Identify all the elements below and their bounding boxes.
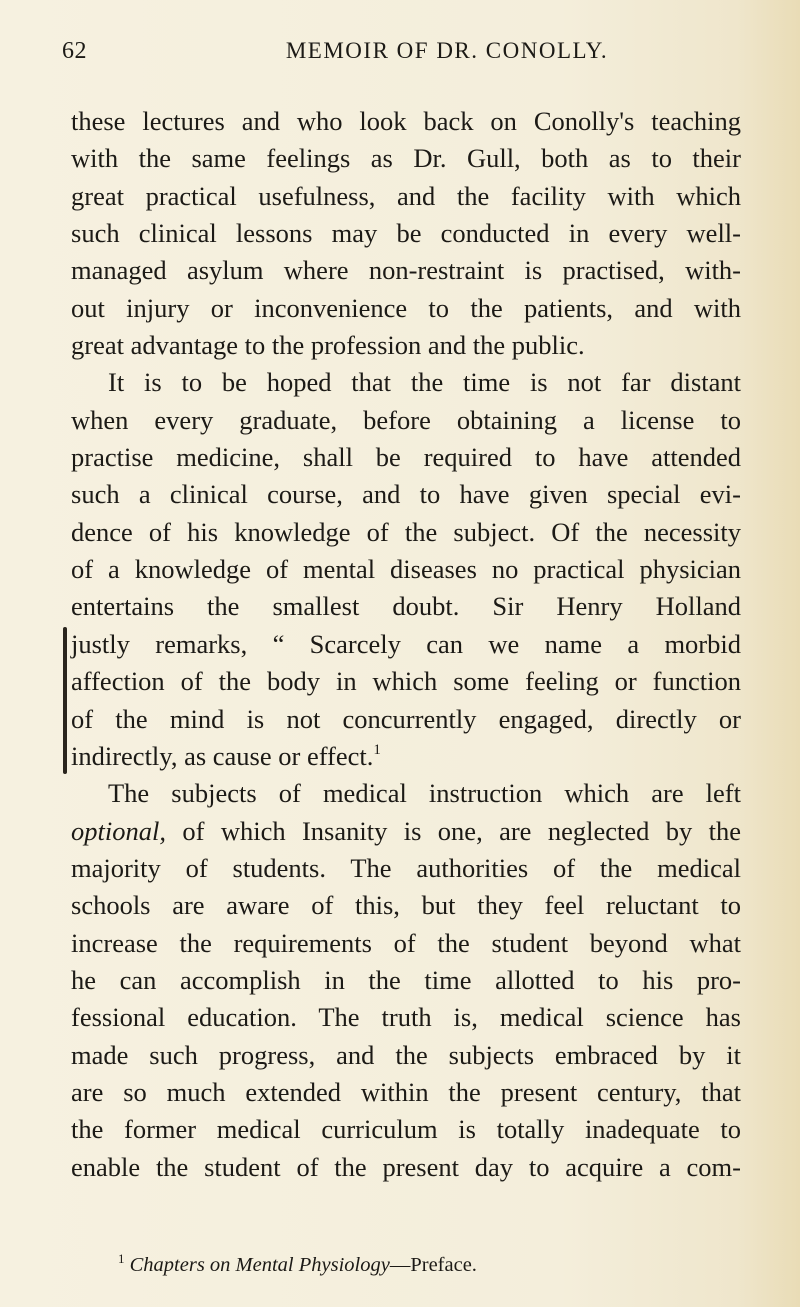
footnote-title: Chapters on Mental Physiology bbox=[129, 1254, 390, 1276]
margin-mark bbox=[63, 627, 67, 774]
text-line: practise medicine, shall be required to have attended bbox=[71, 442, 741, 473]
footnote-reference: 1 bbox=[373, 741, 381, 758]
text-line: dence of his knowledge of the subject. Of the necessity bbox=[71, 516, 741, 547]
running-title: MEMOIR OF DR. CONOLLY. bbox=[285, 38, 609, 63]
text-line: entertains the smallest doubt. Sir Henry Holland bbox=[71, 591, 741, 622]
page-header bbox=[62, 38, 762, 72]
text-line: such a clinical course, and to have given special evi- bbox=[71, 479, 741, 510]
text-line: managed asylum where non-restraint is practised, with- bbox=[71, 255, 741, 286]
text-line: great advantage to the profession and the public. bbox=[71, 330, 585, 361]
text-line: with the same feelings as Dr. Gull, both as to their bbox=[71, 143, 741, 174]
text-line: are so much extended within the present century, that bbox=[71, 1076, 741, 1107]
text-line: when every graduate, before obtaining a license to bbox=[71, 404, 741, 435]
text-line: enable the student of the present day to acquire a com- bbox=[71, 1151, 741, 1182]
text-line: justly remarks, “ Scarcely can we name a morbid bbox=[71, 628, 741, 659]
footnote-suffix: —Preface. bbox=[389, 1254, 477, 1276]
emphasized-word: optional, bbox=[71, 815, 166, 846]
text-line: great practical usefulness, and the facility with which bbox=[71, 180, 741, 211]
text-line: the former medical curriculum is totally inadequate to bbox=[71, 1114, 741, 1145]
text-line: these lectures and who look back on Conolly's teaching bbox=[71, 106, 741, 136]
text-line: increase the requirements of the student beyond what bbox=[71, 927, 741, 958]
text-line: he can accomplish in the time allotted to his pro- bbox=[71, 964, 741, 995]
text-line: such clinical lessons may be conducted in every well- bbox=[71, 218, 741, 249]
text-line bbox=[71, 813, 741, 850]
text-line: affection of the body in which some feeling or function bbox=[71, 666, 741, 697]
page-number: 62 bbox=[62, 38, 87, 64]
text-line bbox=[71, 738, 741, 775]
text-line-content: of which Insanity is one, are neglected by the bbox=[182, 815, 741, 846]
text-line: schools are aware of this, but they feel reluctant to bbox=[71, 890, 741, 921]
text-line: The subjects of medical instruction which are left bbox=[108, 778, 741, 809]
text-line-content: indirectly, as cause or effect. bbox=[71, 740, 374, 771]
footnote-marker: 1 bbox=[118, 1251, 125, 1266]
text-line: made such progress, and the subjects embraced by it bbox=[71, 1039, 741, 1070]
text-line: fessional education. The truth is, medical science has bbox=[71, 1002, 741, 1033]
footnote bbox=[118, 1251, 477, 1277]
text-line: majority of students. The authorities of the medical bbox=[71, 852, 741, 883]
text-line: out injury or inconvenience to the patients, and with bbox=[71, 292, 741, 323]
text-line: It is to be hoped that the time is not far distant bbox=[108, 367, 741, 398]
text-line: of the mind is not concurrently engaged, directly or bbox=[71, 703, 741, 734]
text-line: of a knowledge of mental diseases no practical physician bbox=[71, 554, 741, 585]
body-text bbox=[71, 103, 741, 1186]
